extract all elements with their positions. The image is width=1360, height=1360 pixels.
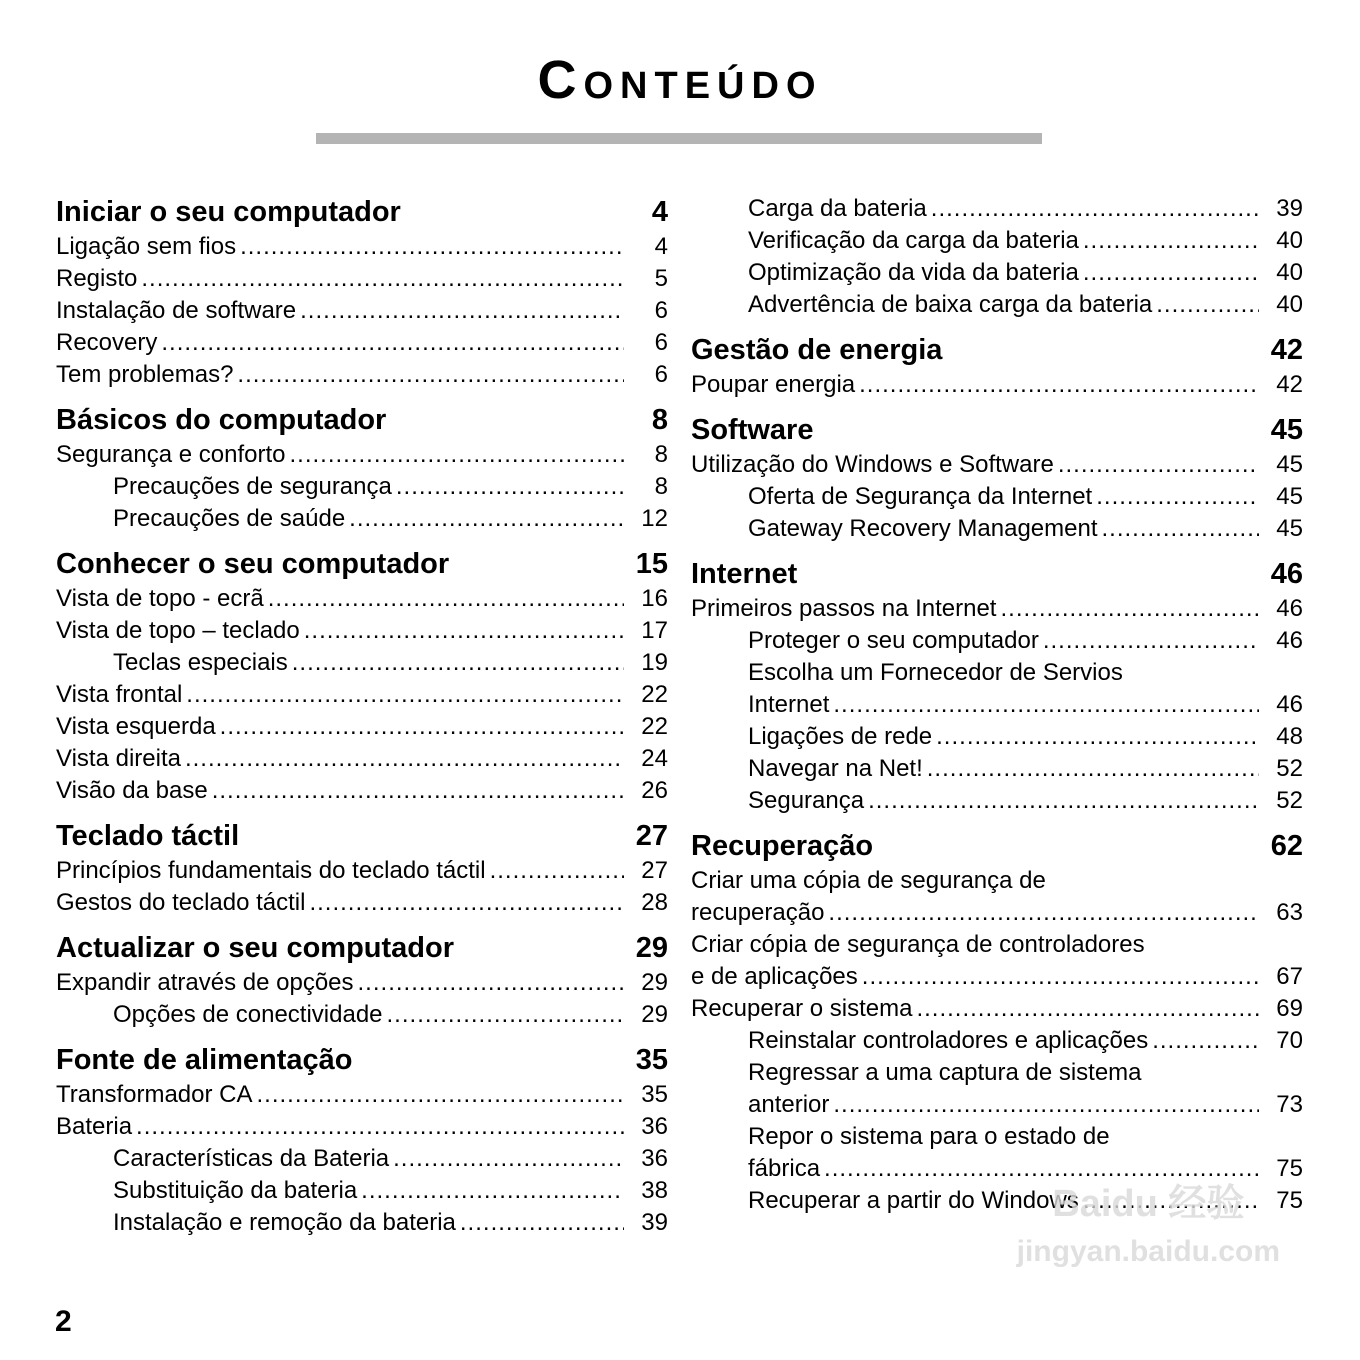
toc-entry[interactable] [56, 1111, 668, 1143]
toc-right-column [691, 193, 1303, 1217]
entry-page-number: 52 [1276, 787, 1303, 814]
toc-subentry[interactable] [691, 1089, 1303, 1121]
entry-label: e de aplicações [691, 963, 858, 990]
section-title: Software [691, 414, 814, 446]
section-page-number: 45 [1270, 414, 1303, 446]
toc-section-heading[interactable] [56, 545, 668, 583]
toc-entry-first-line[interactable]: Criar cópia de segurança de controladores [691, 931, 1145, 958]
entry-page-number: 29 [641, 1001, 668, 1028]
toc-section-heading[interactable] [691, 331, 1303, 369]
dot-leader [387, 999, 624, 1031]
dot-leader [862, 961, 1259, 993]
entry-page-number: 6 [654, 329, 668, 356]
entry-page-number: 69 [1276, 995, 1303, 1022]
entry-label: Características da Bateria [113, 1145, 390, 1172]
toc-subentry[interactable] [56, 503, 668, 535]
dot-leader [393, 1143, 624, 1175]
toc-entry[interactable] [56, 327, 668, 359]
dot-leader [868, 785, 1259, 817]
toc-subentry[interactable] [691, 1025, 1303, 1057]
dot-leader [300, 295, 624, 327]
entry-label: Utilização do Windows e Software [691, 451, 1054, 478]
dot-leader [1083, 225, 1259, 257]
dot-leader [828, 897, 1259, 929]
entry-page-number: 75 [1276, 1187, 1303, 1214]
section-page-number: 27 [635, 820, 668, 852]
entry-page-number: 39 [641, 1209, 668, 1236]
dot-leader [460, 1207, 624, 1239]
dot-leader [186, 679, 624, 711]
entry-label: recuperação [691, 899, 825, 926]
toc-entry[interactable] [691, 449, 1303, 481]
entry-label: Princípios fundamentais do teclado táctil [56, 857, 486, 884]
watermark [1017, 1180, 1280, 1276]
entry-page-number: 70 [1276, 1027, 1303, 1054]
entry-page-number: 42 [1276, 371, 1303, 398]
entry-label: Vista esquerda [56, 713, 216, 740]
toc-subentry[interactable] [56, 471, 668, 503]
toc-entry-first-line[interactable]: Regressar a uma captura de sistema [748, 1059, 1142, 1086]
entry-label: Teclas especiais [113, 649, 288, 676]
toc-subentry[interactable] [691, 225, 1303, 257]
entry-label: Vista de topo – teclado [56, 617, 300, 644]
dot-leader [290, 439, 625, 471]
toc-entry[interactable] [56, 679, 668, 711]
toc-section-heading[interactable] [691, 411, 1303, 449]
dot-leader [1000, 593, 1259, 625]
dot-leader [141, 263, 624, 295]
toc-entry[interactable] [56, 711, 668, 743]
entry-label: Instalação de software [56, 297, 297, 324]
entry-page-number: 73 [1276, 1091, 1303, 1118]
entry-label: Ligação sem fios [56, 233, 237, 260]
toc-entry[interactable] [691, 369, 1303, 401]
dot-leader [304, 615, 624, 647]
watermark-url: jingyan.baidu.com [1016, 1235, 1280, 1268]
toc-entry[interactable] [56, 263, 668, 295]
entry-label: Vista direita [56, 745, 181, 772]
toc-entry[interactable] [691, 593, 1303, 625]
entry-page-number: 38 [641, 1177, 668, 1204]
dot-leader [396, 471, 624, 503]
toc-entry[interactable] [691, 961, 1303, 993]
dot-leader [136, 1111, 624, 1143]
toc-subentry[interactable] [56, 647, 668, 679]
entry-page-number: 8 [654, 473, 668, 500]
dot-leader [268, 583, 624, 615]
toc-left-column [56, 193, 668, 1239]
dot-leader [361, 1175, 624, 1207]
entry-label: Proteger o seu computador [748, 627, 1039, 654]
entry-page-number: 26 [641, 777, 668, 804]
entry-label: Registo [56, 265, 138, 292]
section-page-number: 46 [1270, 558, 1303, 590]
dot-leader [185, 743, 624, 775]
dot-leader [349, 503, 624, 535]
entry-label: Expandir através de opções [56, 969, 354, 996]
entry-page-number: 24 [641, 745, 668, 772]
entry-page-number: 35 [641, 1081, 668, 1108]
entry-label: Carga da bateria [748, 195, 927, 222]
section-title: Básicos do computador [56, 404, 387, 436]
toc-entry[interactable] [691, 897, 1303, 929]
section-title: Internet [691, 558, 798, 590]
toc-subentry[interactable] [56, 1207, 668, 1239]
entry-page-number: 16 [641, 585, 668, 612]
entry-page-number: 46 [1276, 595, 1303, 622]
entry-page-number: 40 [1276, 227, 1303, 254]
entry-page-number: 17 [641, 617, 668, 644]
entry-label: Navegar na Net! [748, 755, 923, 782]
toc-subentry[interactable] [691, 689, 1303, 721]
dot-leader [220, 711, 624, 743]
entry-page-number: 45 [1276, 515, 1303, 542]
entry-label: Oferta de Segurança da Internet [748, 483, 1093, 510]
dot-leader [1043, 625, 1259, 657]
page-title: Conteúdo [537, 50, 823, 110]
dot-leader [833, 689, 1259, 721]
entry-label: Gestos do teclado táctil [56, 889, 306, 916]
entry-label: Internet [748, 691, 830, 718]
dot-leader [1058, 449, 1259, 481]
entry-label: Tem problemas? [56, 361, 234, 388]
entry-page-number: 36 [641, 1145, 668, 1172]
entry-page-number: 46 [1276, 691, 1303, 718]
entry-label: Bateria [56, 1113, 133, 1140]
toc-subentry[interactable] [691, 289, 1303, 321]
section-title: Actualizar o seu computador [56, 932, 455, 964]
dot-leader [1152, 1025, 1259, 1057]
entry-page-number: 75 [1276, 1155, 1303, 1182]
entry-label: Recovery [56, 329, 158, 356]
dot-leader [1096, 481, 1259, 513]
dot-leader [931, 193, 1259, 225]
section-page-number: 42 [1270, 334, 1303, 366]
section-title: Conhecer o seu computador [56, 548, 450, 580]
toc-subentry[interactable] [691, 193, 1303, 225]
toc-subentry[interactable] [691, 513, 1303, 545]
dot-leader [257, 1079, 625, 1111]
toc-subentry[interactable] [56, 999, 668, 1031]
toc-entry[interactable] [56, 743, 668, 775]
toc-subentry[interactable] [691, 257, 1303, 289]
toc-subentry[interactable] [691, 753, 1303, 785]
toc-entry[interactable] [56, 775, 668, 807]
entry-page-number: 52 [1276, 755, 1303, 782]
entry-label: Precauções de saúde [113, 505, 346, 532]
entry-page-number: 39 [1276, 195, 1303, 222]
dot-leader [358, 967, 624, 999]
entry-page-number: 22 [641, 713, 668, 740]
section-title: Gestão de energia [691, 334, 943, 366]
page-number: 2 [55, 1305, 72, 1338]
toc-section-heading[interactable] [56, 1041, 668, 1079]
toc-entry[interactable] [56, 1079, 668, 1111]
entry-page-number: 4 [654, 233, 668, 260]
toc-entry[interactable] [691, 993, 1303, 1025]
dot-leader [859, 369, 1259, 401]
entry-page-number: 48 [1276, 723, 1303, 750]
dot-leader [927, 753, 1259, 785]
dot-leader [309, 887, 624, 919]
toc-entry-first-line[interactable]: Repor o sistema para o estado de [748, 1123, 1110, 1150]
toc-entry[interactable] [56, 967, 668, 999]
toc-entry[interactable] [56, 855, 668, 887]
entry-label: Ligações de rede [748, 723, 933, 750]
dot-leader [240, 231, 624, 263]
entry-label: Segurança [748, 787, 865, 814]
entry-label: Vista frontal [56, 681, 183, 708]
toc-entry-first-line[interactable]: Escolha um Fornecedor de Servios [748, 659, 1123, 686]
entry-page-number: 40 [1276, 291, 1303, 318]
section-page-number: 15 [635, 548, 668, 580]
entry-label: Advertência de baixa carga da bateria [748, 291, 1153, 318]
section-page-number: 4 [651, 196, 668, 228]
dot-leader [292, 647, 624, 679]
entry-label: Precauções de segurança [113, 473, 392, 500]
entry-page-number: 29 [641, 969, 668, 996]
toc-entry[interactable] [56, 231, 668, 263]
entry-page-number: 8 [654, 441, 668, 468]
section-title: Iniciar o seu computador [56, 196, 401, 228]
section-title: Fonte de alimentação [56, 1044, 353, 1076]
entry-page-number: 27 [641, 857, 668, 884]
toc-section-heading[interactable] [56, 193, 668, 231]
entry-page-number: 12 [641, 505, 668, 532]
entry-label: Gateway Recovery Management [748, 515, 1098, 542]
toc-entry[interactable] [56, 583, 668, 615]
entry-label: Poupar energia [691, 371, 856, 398]
entry-label: Segurança e conforto [56, 441, 286, 468]
section-page-number: 62 [1270, 830, 1303, 862]
section-title: Recuperação [691, 830, 874, 862]
watermark-logo-text: Baidu 经验 [1052, 1183, 1245, 1225]
toc-subentry[interactable] [691, 721, 1303, 753]
section-page-number: 35 [635, 1044, 668, 1076]
toc-section-heading[interactable] [56, 817, 668, 855]
dot-leader [490, 855, 624, 887]
entry-page-number: 6 [654, 297, 668, 324]
entry-label: Vista de topo - ecrã [56, 585, 264, 612]
entry-label: Substituição da bateria [113, 1177, 358, 1204]
toc-subentry[interactable] [691, 481, 1303, 513]
dot-leader [1102, 513, 1260, 545]
entry-label: Recuperar a partir do Windows [748, 1187, 1079, 1214]
section-title: Teclado táctil [56, 820, 240, 852]
toc-section-heading[interactable] [56, 929, 668, 967]
toc-subentry[interactable] [56, 1175, 668, 1207]
entry-page-number: 28 [641, 889, 668, 916]
toc-section-heading[interactable] [56, 401, 668, 439]
entry-page-number: 36 [641, 1113, 668, 1140]
toc-entry-first-line[interactable]: Criar uma cópia de segurança de [691, 867, 1046, 894]
dot-leader [916, 993, 1259, 1025]
toc-section-heading[interactable] [691, 827, 1303, 865]
entry-label: Verificação da carga da bateria [748, 227, 1079, 254]
entry-page-number: 63 [1276, 899, 1303, 926]
toc-subentry[interactable] [691, 785, 1303, 817]
entry-page-number: 45 [1276, 483, 1303, 510]
toc-entry[interactable] [56, 359, 668, 391]
entry-page-number: 40 [1276, 259, 1303, 286]
entry-page-number: 22 [641, 681, 668, 708]
entry-label: Reinstalar controladores e aplicações [748, 1027, 1149, 1054]
entry-label: Primeiros passos na Internet [691, 595, 997, 622]
dot-leader [1083, 257, 1259, 289]
entry-label: Optimização da vida da bateria [748, 259, 1079, 286]
entry-label: Transformador CA [56, 1081, 253, 1108]
entry-page-number: 5 [654, 265, 668, 292]
entry-label: anterior [748, 1091, 830, 1118]
entry-page-number: 67 [1276, 963, 1303, 990]
dot-leader [212, 775, 624, 807]
toc-entry[interactable] [56, 615, 668, 647]
entry-label: Visão da base [56, 777, 208, 804]
section-page-number: 8 [651, 404, 668, 436]
section-page-number: 29 [635, 932, 668, 964]
entry-page-number: 6 [654, 361, 668, 388]
dot-leader [161, 327, 624, 359]
toc-subentry[interactable] [691, 625, 1303, 657]
toc-entry[interactable] [56, 295, 668, 327]
toc-subentry[interactable] [56, 1143, 668, 1175]
dot-leader [1156, 289, 1259, 321]
entry-page-number: 19 [641, 649, 668, 676]
dot-leader [936, 721, 1259, 753]
entry-label: Opções de conectividade [113, 1001, 383, 1028]
dot-leader [237, 359, 624, 391]
entry-label: fábrica [748, 1155, 821, 1182]
entry-label: Instalação e remoção da bateria [113, 1209, 456, 1236]
dot-leader [833, 1089, 1259, 1121]
entry-label: Recuperar o sistema [691, 995, 913, 1022]
toc-entry[interactable] [56, 887, 668, 919]
entry-page-number: 45 [1276, 451, 1303, 478]
title-rule [316, 133, 1042, 144]
toc-entry[interactable] [56, 439, 668, 471]
entry-page-number: 46 [1276, 627, 1303, 654]
toc-section-heading[interactable] [691, 555, 1303, 593]
